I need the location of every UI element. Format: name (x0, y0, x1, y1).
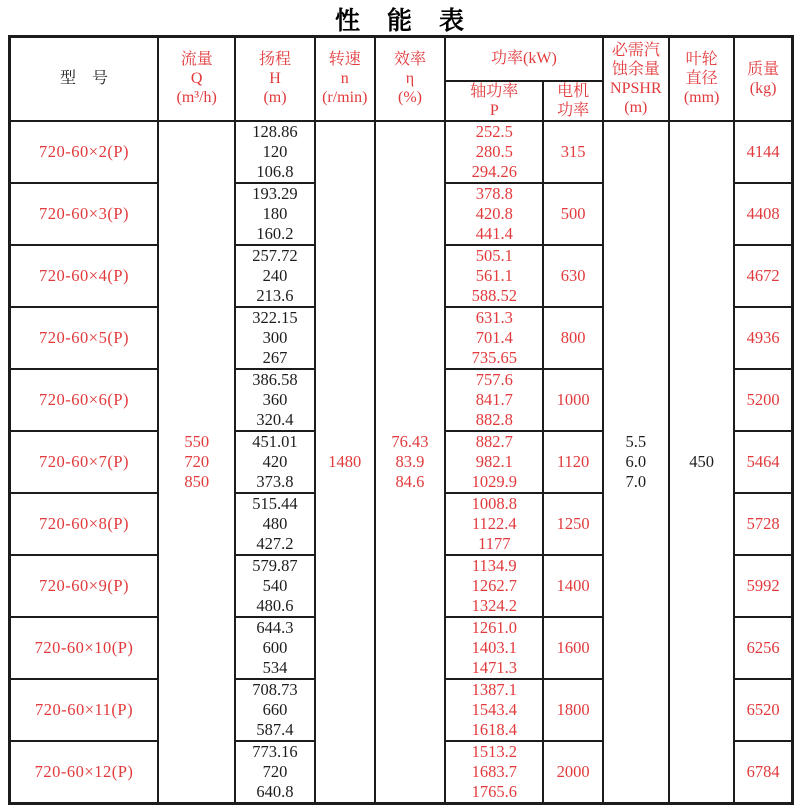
shaft-power-value: 841.7 (475, 389, 513, 409)
shaft-power-value: 1262.7 (471, 575, 517, 595)
shaft-power-cell (445, 307, 543, 369)
shaft-power-value: 1387.1 (471, 679, 517, 699)
table-row (10, 121, 793, 183)
model-cell (10, 369, 159, 431)
head-cell (235, 307, 314, 369)
shaft-power-cell (445, 369, 543, 431)
efficiency-value: 76.43 (391, 431, 429, 451)
mass-cell (734, 307, 792, 369)
motor-power-value: 1800 (556, 699, 590, 719)
speed-shared-cell (315, 121, 375, 804)
header-motor-power-line: 电机 (557, 82, 590, 100)
header-speed-line: 转速 (328, 51, 361, 69)
shaft-power-cell (445, 679, 543, 741)
mass-value: 6784 (746, 761, 780, 781)
flow-value: 720 (184, 451, 210, 471)
header-npshr-line: NPSHR (610, 79, 662, 97)
head-value: 128.86 (252, 121, 298, 141)
head-value: 120 (262, 141, 288, 161)
model-value: 720-60×5(P) (39, 327, 130, 347)
model-cell (10, 679, 159, 741)
motor-power-cell (543, 555, 602, 617)
header-mass-line: 质量 (747, 60, 780, 78)
model-value: 720-60×8(P) (39, 513, 130, 533)
shaft-power-value: 378.8 (475, 183, 513, 203)
head-value: 373.8 (256, 471, 294, 491)
performance-table (8, 35, 794, 805)
shaft-power-cell (445, 555, 543, 617)
model-cell (10, 183, 159, 245)
shaft-power-cell (445, 431, 543, 493)
head-value: 600 (262, 637, 288, 657)
header-npshr-line: (m) (624, 98, 648, 116)
header-npshr-line: 必需汽 (611, 41, 660, 59)
shaft-power-value: 735.65 (471, 347, 517, 367)
shaft-power-cell (445, 493, 543, 555)
shaft-power-value: 1324.2 (471, 595, 517, 615)
header-head-line: 扬程 (258, 51, 291, 69)
motor-power-cell (543, 679, 602, 741)
motor-power-cell (543, 183, 602, 245)
flow-shared-cell (158, 121, 235, 804)
mass-value: 6520 (746, 699, 780, 719)
head-value: 660 (262, 699, 288, 719)
head-value: 267 (262, 347, 288, 367)
head-value: 773.16 (252, 741, 298, 761)
model-value: 720-60×7(P) (39, 451, 130, 471)
header-impeller-line: 叶轮 (685, 51, 718, 69)
head-value: 640.8 (256, 781, 294, 801)
shaft-power-cell (445, 183, 543, 245)
motor-power-value: 1120 (556, 451, 590, 471)
header-head-line: H (269, 70, 281, 88)
shaft-power-value: 1765.6 (471, 781, 517, 801)
mass-value: 4408 (746, 203, 780, 223)
motor-power-cell (543, 493, 602, 555)
head-value: 540 (262, 575, 288, 595)
efficiency-shared-cell (375, 121, 445, 804)
mass-cell (734, 183, 792, 245)
model-cell (10, 741, 159, 804)
model-cell (10, 617, 159, 679)
header-shaft-power (445, 81, 543, 121)
mass-cell (734, 431, 792, 493)
head-cell (235, 121, 314, 183)
shaft-power-cell (445, 741, 543, 804)
head-value: 480.6 (256, 595, 294, 615)
head-cell (235, 431, 314, 493)
header-flow-line: Q (190, 70, 203, 88)
header-efficiency-line: η (405, 70, 415, 88)
head-value: 420 (262, 451, 288, 471)
shaft-power-value: 1029.9 (471, 471, 517, 491)
header-row-1 (10, 37, 793, 81)
head-value: 720 (262, 761, 288, 781)
header-impeller (669, 37, 734, 121)
header-efficiency (375, 37, 445, 121)
header-flow-line: (m³/h) (176, 89, 217, 107)
shaft-power-value: 505.1 (475, 245, 513, 265)
shaft-power-value: 1683.7 (471, 761, 517, 781)
head-value: 708.73 (252, 679, 298, 699)
head-value: 644.3 (256, 617, 294, 637)
header-speed-line: n (340, 70, 349, 88)
mass-cell (734, 121, 792, 183)
header-efficiency-line: (%) (398, 89, 422, 107)
head-value: 360 (262, 389, 288, 409)
motor-power-cell (543, 741, 602, 804)
shaft-power-value: 1122.4 (471, 513, 517, 533)
head-value: 213.6 (256, 285, 294, 305)
model-cell (10, 555, 159, 617)
shaft-power-value: 252.5 (475, 121, 513, 141)
head-value: 427.2 (256, 533, 294, 553)
motor-power-value: 1000 (556, 389, 590, 409)
model-value: 720-60×2(P) (39, 141, 130, 161)
shaft-power-value: 1403.1 (471, 637, 517, 657)
mass-value: 4936 (746, 327, 780, 347)
head-value: 193.29 (252, 183, 298, 203)
model-value: 720-60×12(P) (34, 761, 134, 781)
head-value: 180 (262, 203, 288, 223)
header-model-label: 型 号 (60, 70, 109, 88)
head-value: 480 (262, 513, 288, 533)
mass-value: 6256 (746, 637, 780, 657)
motor-power-value: 1250 (556, 513, 590, 533)
shaft-power-value: 1261.0 (471, 617, 517, 637)
mass-value: 5992 (746, 575, 780, 595)
model-cell (10, 493, 159, 555)
model-value: 720-60×6(P) (39, 389, 130, 409)
motor-power-value: 315 (560, 141, 586, 161)
header-flow-line: 流量 (180, 51, 213, 69)
head-value: 257.72 (252, 245, 298, 265)
speed-value: 1480 (328, 451, 362, 471)
shaft-power-value: 1134.9 (471, 555, 517, 575)
mass-cell (734, 369, 792, 431)
header-head-line: (m) (263, 89, 287, 107)
head-value: 587.4 (256, 719, 294, 739)
shaft-power-value: 1618.4 (471, 719, 517, 739)
model-cell (10, 245, 159, 307)
mass-cell (734, 493, 792, 555)
motor-power-cell (543, 369, 602, 431)
head-value: 322.15 (252, 307, 298, 327)
mass-cell (734, 679, 792, 741)
model-value: 720-60×9(P) (39, 575, 130, 595)
head-value: 240 (262, 265, 288, 285)
model-value: 720-60×11(P) (34, 699, 134, 719)
shaft-power-value: 294.26 (471, 161, 517, 181)
mass-value: 5728 (746, 513, 780, 533)
flow-value: 550 (184, 431, 210, 451)
head-value: 534 (262, 657, 288, 677)
shaft-power-value: 1008.8 (471, 493, 517, 513)
shaft-power-value: 631.3 (475, 307, 513, 327)
header-speed (315, 37, 375, 121)
head-value: 160.2 (256, 223, 294, 243)
head-value: 515.44 (252, 493, 298, 513)
header-power-group-label: 功率(kW) (491, 50, 557, 68)
header-motor-power (543, 81, 602, 121)
head-cell (235, 555, 314, 617)
header-npshr-line: 蚀余量 (611, 60, 660, 78)
efficiency-value: 84.6 (395, 471, 425, 491)
efficiency-value: 83.9 (395, 451, 425, 471)
model-value: 720-60×3(P) (39, 203, 130, 223)
header-impeller-line: 直径 (685, 70, 718, 88)
head-value: 106.8 (256, 161, 294, 181)
header-speed-line: (r/min) (322, 89, 368, 107)
header-flow (158, 37, 235, 121)
mass-cell (734, 741, 792, 804)
shaft-power-value: 757.6 (475, 369, 513, 389)
npshr-value: 7.0 (625, 471, 647, 491)
motor-power-cell (543, 431, 602, 493)
mass-value: 4672 (746, 265, 780, 285)
shaft-power-value: 882.8 (475, 409, 513, 429)
mass-value: 5464 (746, 451, 780, 471)
shaft-power-value: 1513.2 (471, 741, 517, 761)
head-value: 451.01 (252, 431, 298, 451)
header-shaft-power-line: 轴功率 (470, 82, 519, 100)
motor-power-cell (543, 617, 602, 679)
motor-power-value: 500 (560, 203, 586, 223)
shaft-power-value: 420.8 (475, 203, 513, 223)
head-value: 386.58 (252, 369, 298, 389)
model-value: 720-60×4(P) (39, 265, 130, 285)
npshr-value: 5.5 (625, 431, 647, 451)
flow-value: 850 (184, 471, 210, 491)
shaft-power-value: 701.4 (475, 327, 513, 347)
impeller-shared-cell (669, 121, 734, 804)
shaft-power-cell (445, 121, 543, 183)
motor-power-value: 1600 (556, 637, 590, 657)
impeller-value: 450 (689, 451, 714, 471)
shaft-power-value: 1471.3 (471, 657, 517, 677)
npshr-shared-cell (603, 121, 669, 804)
header-shaft-power-line: P (489, 101, 499, 119)
model-cell (10, 307, 159, 369)
header-efficiency-line: 效率 (393, 51, 426, 69)
motor-power-value: 2000 (556, 761, 590, 781)
model-value: 720-60×10(P) (34, 637, 134, 657)
header-power-group (445, 37, 603, 81)
shaft-power-value: 441.4 (475, 223, 513, 243)
page-title: 性 能 表 (334, 8, 465, 35)
motor-power-cell (543, 121, 602, 183)
shaft-power-value: 561.1 (475, 265, 513, 285)
model-cell (10, 121, 159, 183)
mass-cell (734, 617, 792, 679)
shaft-power-cell (445, 617, 543, 679)
head-cell (235, 741, 314, 804)
motor-power-value: 630 (560, 265, 586, 285)
shaft-power-cell (445, 245, 543, 307)
shaft-power-value: 982.1 (475, 451, 513, 471)
head-cell (235, 493, 314, 555)
mass-cell (734, 555, 792, 617)
shaft-power-value: 882.7 (475, 431, 513, 451)
mass-cell (734, 245, 792, 307)
header-npshr (603, 37, 669, 121)
motor-power-cell (543, 307, 602, 369)
head-value: 579.87 (252, 555, 298, 575)
header-impeller-line: (mm) (683, 89, 720, 107)
shaft-power-value: 1543.4 (471, 699, 517, 719)
header-head (235, 37, 314, 121)
header-mass-line: (kg) (749, 79, 777, 97)
head-value: 300 (262, 327, 288, 347)
head-cell (235, 617, 314, 679)
head-value: 320.4 (256, 409, 294, 429)
head-cell (235, 679, 314, 741)
mass-value: 5200 (746, 389, 780, 409)
shaft-power-value: 280.5 (475, 141, 513, 161)
model-cell (10, 431, 159, 493)
npshr-value: 6.0 (625, 451, 647, 471)
header-motor-power-line: 功率 (557, 101, 590, 119)
motor-power-value: 800 (560, 327, 586, 347)
motor-power-cell (543, 245, 602, 307)
mass-value: 4144 (746, 141, 780, 161)
header-model (10, 37, 159, 121)
head-cell (235, 183, 314, 245)
shaft-power-value: 588.52 (471, 285, 517, 305)
header-mass (734, 37, 792, 121)
head-cell (235, 245, 314, 307)
shaft-power-value: 1177 (478, 533, 511, 553)
motor-power-value: 1400 (556, 575, 590, 595)
head-cell (235, 369, 314, 431)
